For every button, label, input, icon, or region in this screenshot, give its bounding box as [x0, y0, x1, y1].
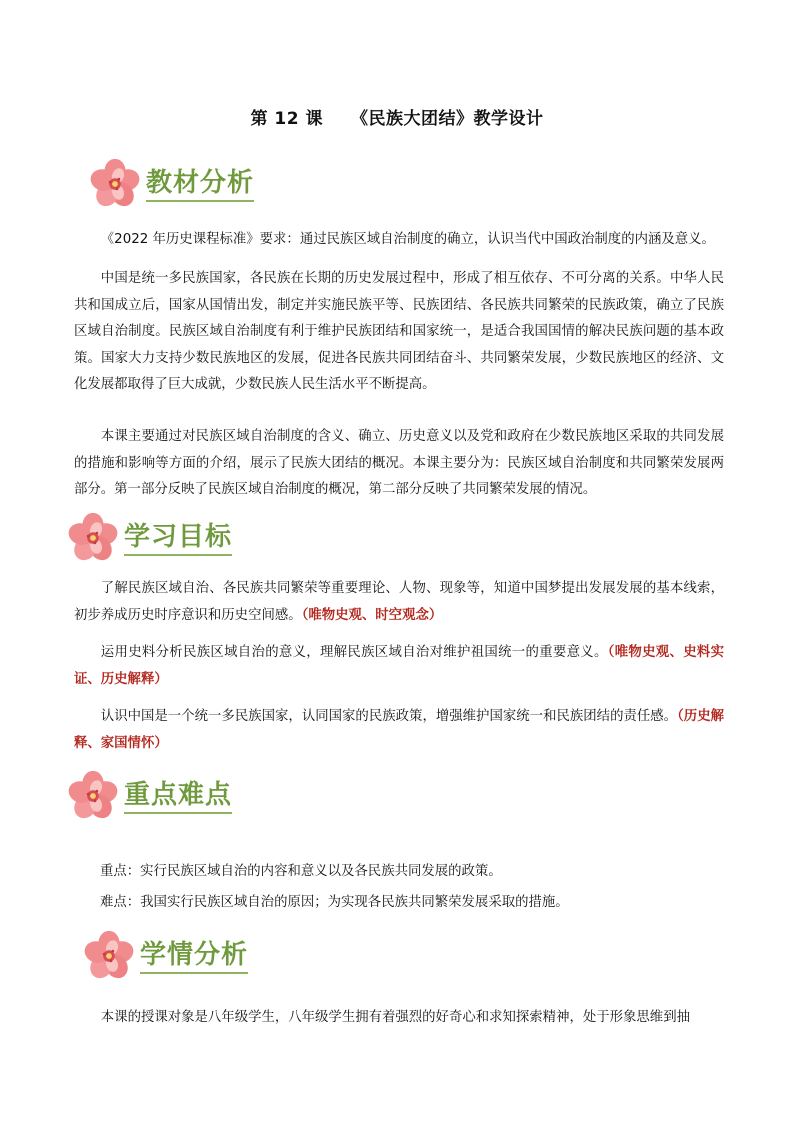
paragraph: 《2022 年历史课程标准》要求：通过民族区域自治制度的确立，认识当代中国政治制度的内涵及意义。 [100, 232, 715, 247]
goal-tag: （唯物史观、时空观念） [301, 607, 443, 623]
goal-text: 了解民族区域自治、各民族共同繁荣等重要理论、人物、现象等，知道中国梦提出发展发展的基本线索，初步养成历史时序意识和历史空间感。 [74, 581, 724, 623]
goal-item [74, 704, 724, 757]
document-title [0, 104, 794, 129]
difficulty: 难点：我国实行民族区域自治的原因；为实现各民族共同繁荣发展采取的措施。 [100, 895, 569, 910]
goal-text: 运用史料分析民族区域自治的意义，理解民族区域自治对维护祖国统一的重要意义。 [100, 645, 608, 660]
flower-icon [62, 766, 124, 826]
goal-text: 认识中国是一个统一多民族国家，认同国家的民族政策，增强维护国家统一和民族团结的责任感。 [100, 709, 678, 724]
paragraph: 本课主要通过对民族区域自治制度的含义、确立、历史意义以及党和政府在少数民族地区采取的共同发展的措施和影响等方面的介绍，展示了民族大团结的概况。本课主要分为：民族区域自治制度和共同繁荣发展两部分。第一部分反映了民族区域自治制度的概况，第二部分反映了共同繁荣发展的情况。 [74, 429, 724, 497]
keypoint: 重点：实行民族区域自治的内容和意义以及各民族共同发展的政策。 [100, 864, 502, 879]
paragraph: 中国是统一多民族国家，各民族在长期的历史发展过程中，形成了相互依存、不可分离的关系。中华人民共和国成立后，国家从国情出发，制定并实施民族平等、民族团结、各民族共同繁荣的民族政策，确立了民族区域自治制度。民族区域自治制度有利于维护民族团结和国家统一，是适合我国国情的解决民族问题的基本政策。国家大力支持少数民族地区的发展，促进各民族共同团结奋斗、共同繁荣发展，少数民族地区的经济、文化发展都取得了巨大成就，少数民族人民生活水平不断提高。 [74, 271, 724, 392]
flower-icon [84, 154, 146, 214]
goal-item [74, 576, 724, 629]
goal-tag: （唯物史观、史料实证、历史解释） [74, 645, 724, 687]
section-heading: 学情分析 [140, 934, 248, 974]
lesson-number: 第 12 课 [250, 109, 323, 129]
flower-icon [78, 926, 140, 986]
section-heading: 教材分析 [146, 162, 254, 202]
goal-item [74, 640, 724, 693]
paragraph: 本课的授课对象是八年级学生，八年级学生拥有着强烈的好奇心和求知探索精神，处于形象思维到抽 [100, 1010, 690, 1025]
flower-icon [62, 508, 124, 568]
section-heading: 学习目标 [124, 516, 232, 556]
section-heading: 重点难点 [124, 774, 232, 814]
lesson-title: 《民族大团结》教学设计 [351, 109, 544, 129]
goal-tag: （历史解释、家国情怀） [74, 709, 724, 751]
